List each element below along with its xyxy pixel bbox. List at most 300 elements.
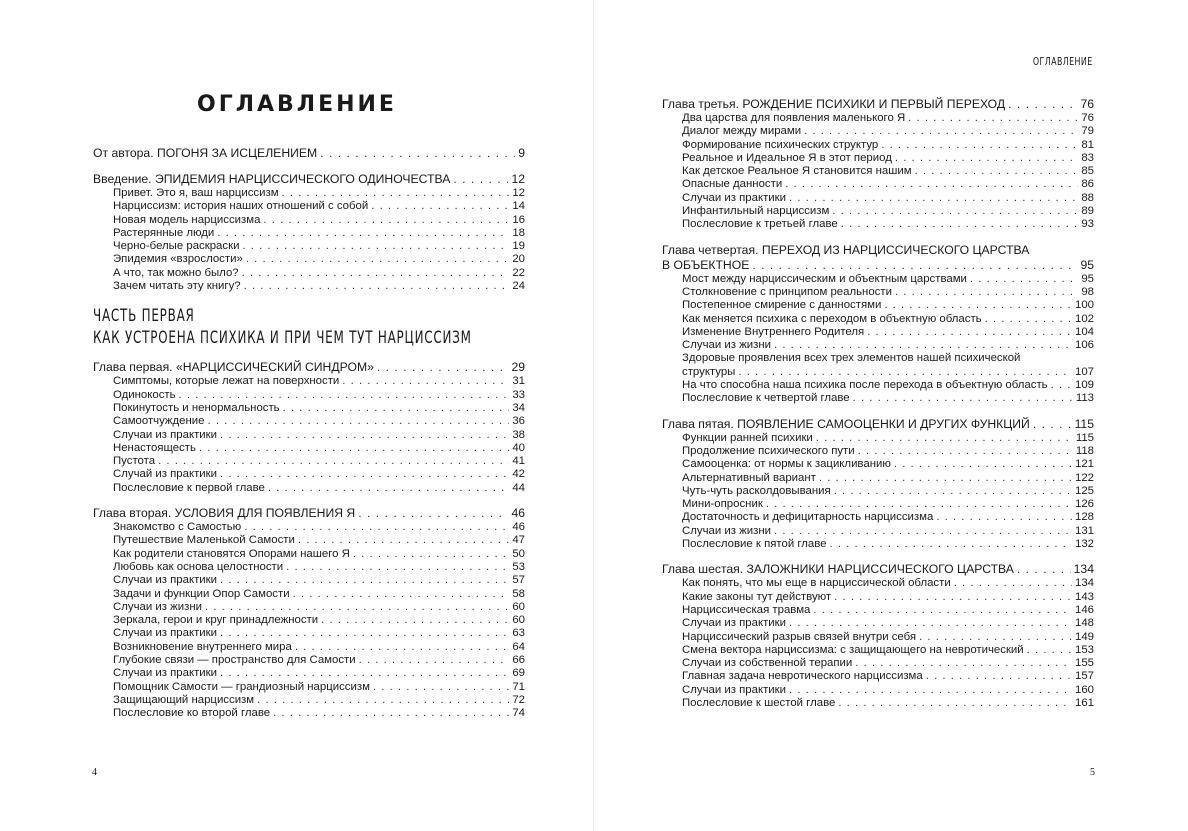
toc-section (662, 525, 1094, 538)
toc-section (662, 178, 1094, 191)
entry-title: Столкновение с принципом реальности (682, 285, 892, 298)
toc-section (662, 511, 1094, 524)
toc-section (662, 299, 1094, 312)
toc-section (93, 548, 525, 561)
entry-page: 29 (511, 360, 525, 375)
toc-chapter (93, 172, 525, 187)
entry-page: 14 (512, 200, 525, 213)
toc-chapter (662, 243, 1094, 273)
toc-section (93, 627, 525, 640)
toc-section (662, 498, 1094, 511)
toc-section (662, 657, 1094, 670)
dot-leader (220, 627, 509, 640)
entry-page: 155 (1074, 657, 1094, 670)
entry-title: Диалог между мирами (682, 125, 802, 138)
toc-section (93, 280, 525, 293)
dot-leader (1017, 562, 1071, 577)
toc-section (93, 253, 525, 266)
entry-page: 125 (1074, 484, 1094, 497)
dot-leader (205, 601, 509, 614)
entry-page: 71 (512, 680, 525, 693)
toc-section (93, 442, 525, 455)
dot-leader (199, 442, 509, 455)
dot-leader (220, 468, 509, 481)
entry-title: Как детское Реальное Я становится нашим (682, 165, 912, 178)
toc-section (662, 205, 1094, 218)
entry-title: Реальное и Идеальное Я в этот период (682, 151, 892, 164)
dot-leader (246, 253, 510, 266)
entry-title: Зеркала, герои и круг принадлежности (113, 614, 319, 627)
toc-section (93, 614, 525, 627)
entry-page: 64 (512, 640, 525, 653)
toc-section (93, 694, 525, 707)
entry-page: 89 (1081, 205, 1094, 218)
entry-title: На что способна наша психика после перехода в объектную область (682, 379, 1048, 392)
entry-title: Случаи из практики (682, 683, 786, 696)
entry-page: 66 (512, 654, 525, 667)
toc-section (662, 458, 1094, 471)
entry-page: 106 (1074, 339, 1094, 352)
running-head: ОГЛАВЛЕНИЕ (1033, 55, 1093, 68)
toc-section (662, 192, 1094, 205)
toc-section (662, 139, 1094, 152)
entry-page: 69 (512, 667, 525, 680)
toc-section (662, 670, 1094, 683)
dot-leader (377, 360, 509, 375)
dot-leader (816, 432, 1073, 445)
entry-page: 98 (1081, 285, 1094, 298)
entry-title: Постепенное смирение с данностями (682, 299, 882, 312)
entry-title: Смена вектора нарциссизма: с защищающего на невротический (682, 643, 1024, 656)
dot-leader (919, 631, 1072, 644)
dot-leader (1033, 417, 1072, 432)
entry-page: 12 (512, 187, 525, 199)
dot-leader (358, 506, 508, 521)
entry-page: 93 (1081, 218, 1094, 231)
toc-section (662, 472, 1094, 485)
entry-title: В ОБЪЕКТНОЕ (662, 257, 750, 272)
toc-section (93, 455, 525, 468)
dot-leader (263, 214, 509, 227)
dot-leader (268, 482, 509, 495)
entry-page: 102 (1074, 312, 1094, 325)
toc-section (662, 617, 1094, 630)
toc-section (662, 697, 1094, 710)
entry-page: 109 (1074, 379, 1094, 392)
toc-section (662, 631, 1094, 644)
toc-section (662, 604, 1094, 617)
dot-leader (298, 534, 509, 547)
toc-section (662, 538, 1094, 551)
dot-leader (242, 267, 510, 280)
entry-page: 24 (512, 280, 525, 293)
dot-leader (813, 604, 1072, 617)
entry-page: 60 (512, 614, 525, 627)
toc-chapter (662, 562, 1094, 577)
entry-title: Нарциссический разрыв связей внутри себя (682, 630, 917, 643)
entry-page: 131 (1074, 524, 1094, 537)
entry-title: Мини-опросник (682, 498, 763, 511)
entry-page: 34 (512, 401, 525, 414)
entry-page: 149 (1074, 630, 1094, 643)
toc-right (662, 97, 1094, 710)
entry-page: 79 (1081, 125, 1094, 138)
entry-title: Случаи из жизни (682, 339, 771, 352)
toc-section (93, 468, 525, 481)
entry-title: Нарциссическая травма (682, 603, 811, 616)
entry-title: Как родители становятся Опорами нашего Я (113, 547, 350, 560)
dot-leader (774, 339, 1072, 352)
toc-section-cont (662, 366, 1094, 379)
entry-page: 58 (512, 587, 525, 600)
dot-leader (321, 614, 509, 627)
toc-section (93, 240, 525, 253)
toc-section (662, 286, 1094, 299)
dot-leader (804, 125, 1078, 138)
toc-section (662, 152, 1094, 165)
entry-title: Задачи и функции Опор Самости (113, 587, 290, 600)
entry-page: 100 (1074, 299, 1094, 312)
entry-title: Покинутость и ненормальность (113, 401, 280, 414)
entry-title: структуры (682, 365, 736, 378)
entry-page: 126 (1074, 498, 1094, 511)
toc-section (93, 601, 525, 614)
entry-page: 44 (512, 481, 525, 494)
dot-leader (359, 654, 510, 667)
dot-leader (985, 313, 1072, 326)
entry-page: 63 (512, 627, 525, 640)
dot-leader (1008, 97, 1077, 112)
entry-title: От автора. ПОГОНЯ ЗА ИСЦЕЛЕНИЕМ (93, 146, 318, 160)
entry-title: Изменение Внутреннего Родителя (682, 325, 865, 338)
toc-section (662, 273, 1094, 286)
entry-page: 40 (512, 441, 525, 454)
toc-section (93, 574, 525, 587)
entry-page: 41 (512, 455, 525, 468)
entry-title: Самоотчуждение (113, 415, 205, 428)
entry-page: 122 (1074, 471, 1094, 484)
entry-title: Случаи из практики (113, 667, 217, 680)
dot-leader (926, 670, 1072, 683)
entry-page: 76 (1081, 112, 1094, 124)
page-number-right: 5 (1090, 767, 1095, 778)
dot-leader (158, 455, 509, 468)
entry-page: 18 (512, 226, 525, 239)
toc-section (93, 227, 525, 240)
entry-page: 160 (1074, 683, 1094, 696)
entry-title: Черно-белые раскраски (113, 240, 240, 253)
entry-title: Случаи из жизни (682, 524, 771, 537)
entry-title: Одинокость (113, 388, 176, 401)
entry-page: 107 (1074, 365, 1094, 378)
entry-page: 22 (512, 266, 525, 279)
entry-title: Случаи из собственной терапии (682, 657, 853, 670)
toc-section (662, 644, 1094, 657)
entry-page: 153 (1074, 643, 1094, 656)
entry-page: 95 (1081, 272, 1094, 285)
dot-leader (217, 227, 509, 240)
entry-title: Глава первая. «НАРЦИССИЧЕСКИЙ СИНДРОМ» (93, 360, 374, 375)
entry-title: Эпидемия «взрослости» (113, 253, 243, 266)
dot-leader (789, 684, 1072, 697)
dot-leader (954, 577, 1072, 590)
toc-section (662, 577, 1094, 590)
entry-title: Глава вторая. УСЛОВИЯ ДЛЯ ПОЯВЛЕНИЯ Я (93, 506, 356, 521)
part-heading (93, 305, 472, 349)
dot-leader (830, 538, 1072, 551)
toc-section (93, 521, 525, 534)
entry-title: Любовь как основа целостности (113, 560, 284, 573)
entry-page: 74 (512, 707, 525, 720)
entry-page: 60 (512, 600, 525, 613)
toc-section (662, 352, 1094, 379)
toc-section (93, 707, 525, 720)
dot-leader (179, 389, 510, 402)
dot-leader (1051, 379, 1072, 392)
dot-leader (453, 172, 508, 187)
entry-title: Пустота (113, 455, 156, 468)
dot-leader (373, 681, 509, 694)
entry-title: Случаи из практики (682, 617, 786, 630)
dot-leader (867, 326, 1072, 339)
entry-title: Продолжение психического пути (682, 444, 855, 457)
dot-leader (834, 591, 1072, 604)
dot-leader (841, 218, 1079, 231)
entry-title: Глава третья. РОЖДЕНИЕ ПСИХИКИ И ПЕРВЫЙ ПЕРЕХОД (662, 97, 1006, 111)
dot-leader (789, 192, 1078, 205)
dot-leader (838, 697, 1072, 710)
dot-leader (785, 178, 1078, 191)
toc-section (662, 313, 1094, 326)
entry-page: 42 (512, 468, 525, 481)
dot-leader (774, 525, 1072, 538)
dot-leader (371, 200, 509, 213)
entry-page: 16 (512, 213, 525, 226)
toc-chapter-cont (662, 258, 1094, 273)
entry-title: Послесловие к третьей главе (682, 218, 838, 231)
dot-leader (895, 286, 1078, 299)
dot-leader (895, 152, 1078, 165)
page-number-left: 4 (92, 767, 97, 778)
entry-title: Ненастоящесть (113, 441, 196, 454)
entry-title: Случаи из практики (113, 627, 217, 640)
dot-leader (789, 617, 1072, 630)
toc-section (93, 267, 525, 280)
dot-leader (853, 392, 1073, 405)
toc-section (93, 429, 525, 442)
entry-title: Послесловие к первой главе (113, 481, 265, 494)
entry-title: Инфантильный нарциссизм (682, 205, 830, 218)
page-title: ОГЛАВЛЕНИЕ (197, 92, 397, 117)
entry-title-line: Здоровые проявления всех трех элементов нашей психической (682, 352, 1021, 365)
toc-section (93, 200, 525, 213)
toc-section (93, 402, 525, 415)
dot-leader (855, 657, 1072, 670)
entry-page: 148 (1074, 617, 1094, 630)
dot-leader (208, 415, 510, 428)
dot-leader (244, 280, 510, 293)
entry-title: Послесловие к четвертой главе (682, 392, 850, 405)
entry-title: Опасные данности (682, 178, 783, 191)
entry-page: 95 (1080, 257, 1094, 272)
entry-title: Как меняется психика с переходом в объектную область (682, 312, 982, 325)
entry-page: 38 (512, 428, 525, 441)
entry-title: Послесловие к шестой главе (682, 696, 836, 709)
entry-page: 134 (1073, 562, 1094, 577)
entry-title: Защищающий нарциссизм (113, 693, 255, 706)
dot-leader (894, 458, 1072, 471)
toc-section (93, 681, 525, 694)
toc-section (662, 392, 1094, 405)
entry-title: Какие законы тут действуют (682, 590, 832, 603)
dot-leader (286, 561, 509, 574)
dot-leader (353, 548, 509, 561)
dot-leader (970, 273, 1078, 286)
entry-title: Альтернативный вариант (682, 471, 816, 484)
toc-section (93, 187, 525, 200)
entry-page: 12 (511, 172, 525, 186)
entry-title: Случаи из практики (682, 191, 786, 204)
entry-title: Помощник Самости — грандиозный нарциссизм (113, 680, 370, 693)
toc-section (662, 379, 1094, 392)
entry-page: 36 (512, 415, 525, 428)
entry-page: 31 (512, 375, 525, 388)
dot-leader (834, 485, 1072, 498)
entry-page: 81 (1081, 138, 1094, 151)
dot-leader (273, 707, 509, 720)
dot-leader (257, 694, 509, 707)
entry-page: 157 (1074, 670, 1094, 683)
dot-leader (282, 187, 510, 200)
entry-page: 9 (518, 146, 525, 160)
entry-title: А что, так можно было? (113, 266, 239, 279)
dot-leader (752, 258, 1077, 273)
toc-section (662, 485, 1094, 498)
toc-section (93, 482, 525, 495)
part-label: ЧАСТЬ ПЕРВАЯ (93, 306, 195, 327)
entry-title: Функции ранней психики (682, 431, 813, 444)
entry-title: Знакомство с Самостью (113, 521, 242, 534)
entry-title: Два царства для появления маленького Я (682, 112, 906, 124)
toc-chapter (662, 97, 1094, 112)
entry-title: Случай из практики (113, 468, 217, 481)
entry-title: Случаи из практики (113, 574, 217, 587)
entry-title: Глубокие связи — пространство для Самости (113, 654, 356, 667)
toc-section (662, 218, 1094, 231)
dot-leader (220, 574, 509, 587)
entry-page: 46 (512, 521, 525, 534)
entry-title: Случаи из практики (113, 428, 217, 441)
entry-page: 50 (512, 547, 525, 560)
part-title: КАК УСТРОЕНА ПСИХИКА И ПРИ ЧЕМ ТУТ НАРЦИССИЗМ (93, 328, 472, 349)
dot-leader (936, 511, 1072, 524)
entry-page: 57 (512, 574, 525, 587)
dot-leader (283, 402, 510, 415)
entry-title: Нарциссизм: история наших отношений с собой (113, 200, 369, 213)
toc-section (662, 125, 1094, 138)
dot-leader (342, 375, 509, 388)
entry-title: Путешествие Маленькой Самости (113, 534, 295, 547)
entry-page: 53 (512, 560, 525, 573)
toc-section (662, 112, 1094, 125)
dot-leader (908, 112, 1078, 125)
entry-page: 76 (1080, 97, 1094, 111)
entry-page: 88 (1081, 191, 1094, 204)
toc-chapter (662, 417, 1094, 432)
dot-leader (220, 429, 509, 442)
entry-title: Растерянные люди (113, 226, 215, 239)
entry-title: Мост между нарциссическим и объектным царствами (682, 272, 967, 285)
toc-section (93, 389, 525, 402)
entry-title: Привет. Это я, ваш нарциссизм (113, 187, 279, 199)
dot-leader (320, 146, 515, 161)
entry-page: 20 (512, 253, 525, 266)
toc-section (662, 326, 1094, 339)
entry-page: 128 (1074, 511, 1094, 524)
toc-chapter (93, 360, 525, 375)
entry-page: 161 (1074, 696, 1094, 709)
dot-leader (915, 165, 1079, 178)
entry-title: Как понять, что мы еще в нарциссической области (682, 577, 951, 590)
entry-page: 83 (1081, 151, 1094, 164)
entry-title-line: Глава четвертая. ПЕРЕХОД ИЗ НАРЦИССИЧЕСКОГО ЦАРСТВА (662, 242, 1030, 257)
dot-leader (293, 588, 510, 601)
dot-leader (884, 299, 1072, 312)
dot-leader (819, 472, 1072, 485)
entry-title: Случаи из жизни (113, 600, 202, 613)
entry-page: 19 (512, 240, 525, 253)
entry-page: 121 (1074, 458, 1094, 471)
toc-section (662, 432, 1094, 445)
entry-page: 134 (1074, 577, 1094, 590)
entry-page: 104 (1074, 325, 1094, 338)
entry-title: Зачем читать эту книгу? (113, 280, 241, 293)
entry-page: 113 (1075, 392, 1094, 405)
entry-title: Чуть-чуть расколдовывания (682, 484, 831, 497)
toc-left (93, 146, 525, 721)
entry-page: 33 (512, 388, 525, 401)
toc-section (93, 588, 525, 601)
dot-leader (242, 240, 509, 253)
toc-section (93, 415, 525, 428)
toc-section (662, 445, 1094, 458)
entry-title: Главная задача невротического нарциссизма (682, 670, 923, 683)
toc-section (662, 339, 1094, 352)
toc-chapter (93, 506, 525, 521)
entry-page: 86 (1081, 178, 1094, 191)
dot-leader (738, 366, 1072, 379)
entry-title: Формирование психических структур (682, 138, 879, 151)
entry-page: 115 (1074, 416, 1094, 431)
toc-section (93, 654, 525, 667)
entry-page: 85 (1081, 165, 1094, 178)
right-page (594, 0, 1188, 831)
entry-page: 46 (511, 506, 525, 521)
dot-leader (766, 498, 1072, 511)
entry-page: 132 (1074, 538, 1094, 551)
dot-leader (220, 667, 509, 680)
dot-leader (832, 205, 1078, 218)
entry-title: Глава шестая. ЗАЛОЖНИКИ НАРЦИССИЧЕСКОГО ЦАРСТВА (662, 562, 1014, 577)
dot-leader (881, 139, 1078, 152)
dot-leader (244, 521, 509, 534)
toc-chapter (93, 146, 525, 161)
toc-section (93, 534, 525, 547)
dot-leader (295, 641, 510, 654)
entry-title: Новая модель нарциссизма (113, 213, 261, 226)
entry-page: 118 (1075, 444, 1094, 457)
toc-section (93, 375, 525, 388)
